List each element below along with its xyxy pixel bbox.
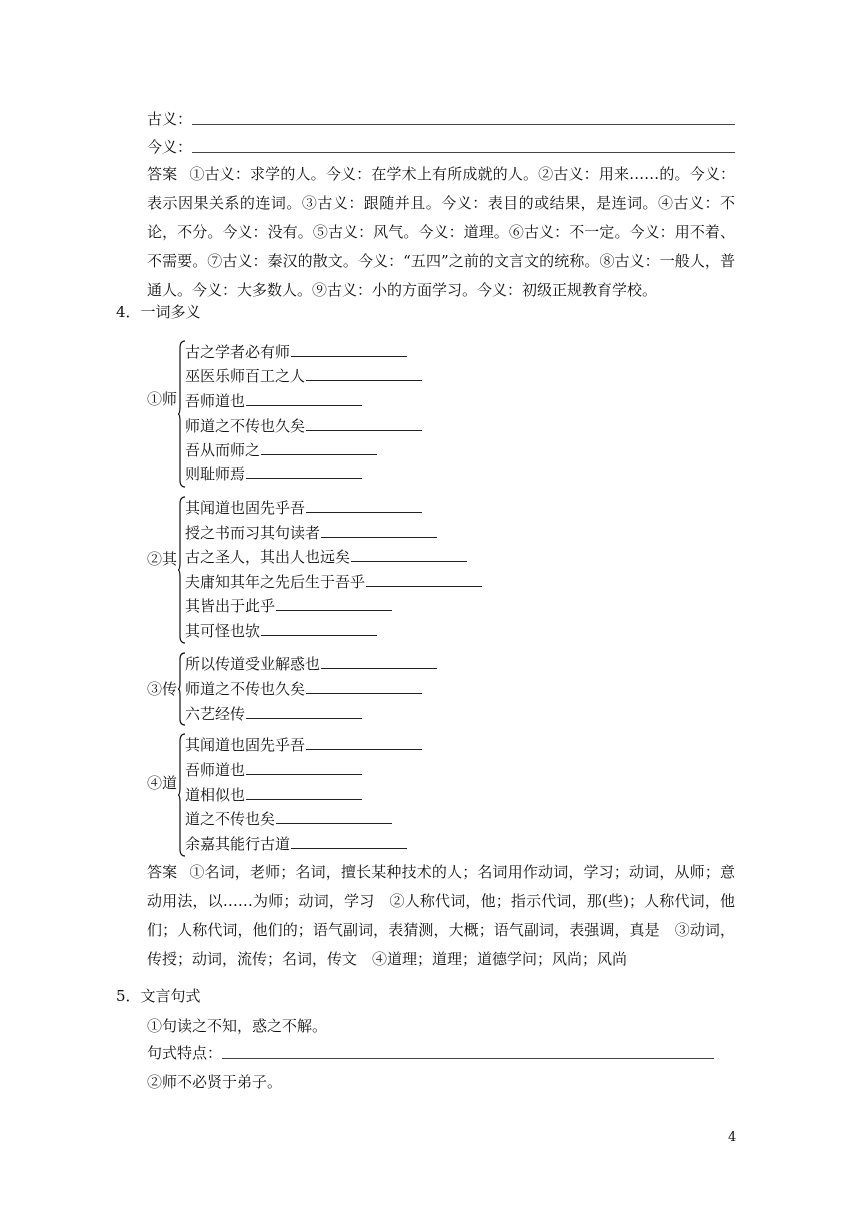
modern-meaning-label: 今义： xyxy=(147,138,193,156)
answer-blank[interactable] xyxy=(291,848,407,849)
answer-blank[interactable] xyxy=(246,799,362,800)
example-item: 余嘉其能行古道 xyxy=(185,832,407,856)
answer-blank[interactable] xyxy=(306,430,422,431)
answer-blank[interactable] xyxy=(261,454,377,455)
answer-text: ①古义：求学的人。今义：在学术上有所成就的人。②古义：用来……的。今义：表示因果关系的连词。③古义：跟随并且。今义：表目的或结果，是连词。④古义：不论，不分。今义：没有。⑤古义：风气。今义：道理。⑥古义：不一定。今义：用不着、不需要。⑦古义：秦汉的散文。今义：“五四”之前的文言文的统称。⑧古义：一般人，普通人。今义：大多数人。⑨古义：小的方面学习。今义：初级正规教育学校。 xyxy=(147,165,735,299)
answer-text: ①名词，老师；名词，擅长某种技术的人；名词用作动词，学习；动词，从师；意动用法，以……为师；动词，学习 ②人称代词，他；指示代词，那(些)；人称代词，他们；人称代词，他们的；语气副词，表猜测，大概；语气副词，表强调，真是 ③动词，传授；动词，流传；名词，传文 ④道理；道理；道德学问；风尚；风尚 xyxy=(147,863,735,968)
example-item: 吾师道也 xyxy=(185,389,362,413)
answer-blank[interactable] xyxy=(351,561,467,562)
answer-label: 答案 xyxy=(147,863,178,881)
answer-blank[interactable] xyxy=(306,693,422,694)
answer-blank[interactable] xyxy=(261,635,377,636)
answer-blank[interactable] xyxy=(246,478,362,479)
sentence-example-1: ①句读之不知，惑之不解。 xyxy=(147,1017,328,1035)
example-item: 其闻道也固先乎吾 xyxy=(185,733,422,757)
example-item: 道之不传也矣 xyxy=(185,807,392,831)
answer-blank[interactable] xyxy=(321,537,437,538)
answer-blank[interactable] xyxy=(276,823,392,824)
example-item: 授之书而习其句读者 xyxy=(185,521,437,545)
ancient-meaning-label: 古义： xyxy=(147,110,193,128)
answer-blank[interactable] xyxy=(321,668,437,669)
group-label: ④道 xyxy=(147,774,178,792)
section-heading-polysemy: 4．一词多义 xyxy=(116,303,201,321)
answer-blank[interactable] xyxy=(291,356,407,357)
example-item: 吾师道也 xyxy=(185,758,362,782)
ancient-meaning-line xyxy=(147,108,735,129)
answer-blank[interactable] xyxy=(276,610,392,611)
group-label: ①师 xyxy=(147,390,178,408)
example-item: 师道之不传也久矣 xyxy=(185,677,422,701)
answer-blank[interactable] xyxy=(306,749,422,750)
example-item: 古之学者必有师 xyxy=(185,340,407,364)
answer-blank[interactable] xyxy=(306,380,422,381)
example-item: 吾从而师之 xyxy=(185,438,377,462)
group-label: ③传 xyxy=(147,680,178,698)
modern-meaning-line xyxy=(147,136,735,157)
answer-paragraph-1 xyxy=(147,160,735,305)
example-item: 其闻道也固先乎吾 xyxy=(185,496,422,520)
sentence-example-2: ②师不必贤于弟子。 xyxy=(147,1073,283,1091)
example-item: 其可怪也欤 xyxy=(185,619,377,643)
example-item: 古之圣人，其出人也远矣 xyxy=(185,545,467,569)
example-item: 则耻师焉 xyxy=(185,462,362,486)
answer-blank[interactable] xyxy=(246,774,362,775)
answer-blank[interactable] xyxy=(192,152,735,153)
example-item: 夫庸知其年之先后生于吾乎 xyxy=(185,570,482,594)
answer-blank[interactable] xyxy=(306,512,422,513)
example-item: 所以传道受业解惑也 xyxy=(185,652,437,676)
page-number: 4 xyxy=(728,1130,737,1145)
answer-paragraph-2 xyxy=(147,858,735,974)
answer-blank[interactable] xyxy=(222,1058,714,1059)
group-label: ②其 xyxy=(147,550,178,568)
example-item: 其皆出于此乎 xyxy=(185,594,392,618)
answer-label: 答案 xyxy=(147,165,178,183)
answer-blank[interactable] xyxy=(246,718,362,719)
example-item: 道相似也 xyxy=(185,783,362,807)
example-item: 师道之不传也久矣 xyxy=(185,414,422,438)
answer-blank[interactable] xyxy=(366,586,482,587)
answer-blank[interactable] xyxy=(192,124,735,125)
section-heading-sentence-patterns: 5．文言句式 xyxy=(116,987,201,1005)
sentence-feature-line xyxy=(147,1042,714,1063)
answer-blank[interactable] xyxy=(246,405,362,406)
sentence-feature-label: 句式特点： xyxy=(147,1044,223,1062)
example-item: 六艺经传 xyxy=(185,702,362,726)
example-item: 巫医乐师百工之人 xyxy=(185,364,422,388)
